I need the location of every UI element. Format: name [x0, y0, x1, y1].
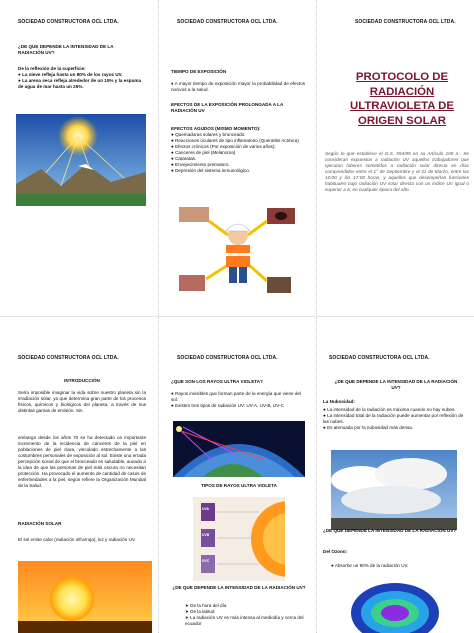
intro-text: Sería imposible imaginar la vida sobre nuestro planeta sin la irradiación solar, ya que determina gran parte de los procesos físicos, químicos y biológicos del planeta, a través de sus distintas gamas de emisión. Sin	[18, 390, 146, 413]
time-latitude-list	[185, 603, 307, 627]
panel-cover	[316, 0, 474, 316]
company-header: SOCIEDAD CONSTRUCTORA OCL LTDA.	[177, 19, 278, 25]
ozone-map	[347, 575, 443, 633]
uvb-label: UVB	[202, 533, 210, 537]
uv-heading: ¿QUE SON LOS RAYOS ULTRA VIOLETA?	[171, 379, 263, 384]
list-item: ● Cataratas.	[171, 156, 197, 161]
intro-title: INTRODUCCIÓN	[64, 378, 100, 383]
intro-text-2: embargo desde los años 70 se ha detectado un importante incremento de la incidencia de cánceres de la piel en poblaciones de piel clara, vinculado estrechamente a las costumbres personales de exposición al sol. Existe una errada percepción social de que el bronceado es saludable, aunado a la idea de que las personas de piel más oscura no necesitan protección. Ha provocado el aumento de cantidad de casos de enfermedades a la piel, según refiere la Organización Mundial de la Salud.	[18, 435, 146, 488]
list-item: ● Canceres de piel (Melanoma)	[171, 150, 236, 155]
skin-photo	[179, 207, 209, 222]
list-item: ● Es atenuada por la nubosidad más densa.	[323, 425, 414, 430]
panel-intensity-reflection	[0, 0, 158, 316]
brochure-title: PROTOCOLO DE RADIACIÓN ULTRAVIOLETA DE ORIGEN SOLAR	[350, 71, 454, 127]
list-item: ● La arena seca refleja alrededor de un 15% y la espuma de agua de mar hasta un 25%.	[18, 78, 142, 89]
reflection-list	[18, 72, 146, 90]
panel-clouds-ozone	[316, 317, 474, 633]
effects-title: EFECTOS DE LA EXPOSICIÓN PROLONGADA A LA RADIACIÓN UV	[171, 102, 284, 113]
list-item: ● Reacciones oculares de tipo inflamatorio (Queratitis Actinica)	[171, 138, 299, 143]
sunset-photo	[18, 561, 152, 633]
panel-introduction	[0, 317, 158, 633]
mouth-photo	[179, 275, 205, 291]
panel-uv-rays	[158, 317, 316, 633]
exposure-text: ♦ A mayor tiempo de exposición mayor la probabilidad de efectos nocivos a la salud.	[171, 81, 305, 92]
clouds-heading: ¿DE QUE DEPENDE LA INTENSIDAD DE LA RADIACIÓN UV?	[334, 379, 458, 390]
clouds-photo	[331, 450, 457, 530]
company-header: SOCIEDAD CONSTRUCTORA OCL LTDA.	[18, 355, 119, 361]
cloud-label: La Nubosidad:	[323, 399, 355, 404]
list-item: ● La nieve refleja hasta un 80% de los rayos UV.	[18, 72, 123, 77]
uv-list	[171, 391, 307, 409]
uvc-label: UVC	[202, 559, 210, 563]
acute-title: EFECTOS AGUDOS (MISMO MOMENTO):	[171, 126, 261, 131]
ozone-heading: ¿DE QUE DEPENDE LA INTENSIDAD DE LA RADIACIÓN UV?	[323, 528, 457, 533]
list-item: ● Envejecimiento prematuro.	[171, 162, 230, 167]
list-item: ● Efectos crónicos (Por exposición de varios años):	[171, 144, 276, 149]
ozone-item: ● Absorbe un 90% de la radiación UV.	[331, 563, 409, 568]
list-item: ➤ De la hora del día	[185, 603, 227, 608]
reflection-label: De la reflexión de la superficie:	[18, 66, 86, 71]
company-header: SOCIEDAD CONSTRUCTORA OCL LTDA.	[329, 355, 430, 361]
time-latitude-heading: ¿DE QUE DEPENDE LA INTENSIDAD DE LA RADIACIÓN UV?	[172, 585, 306, 590]
brochure-outside	[0, 0, 474, 316]
lesion-photo	[267, 277, 291, 293]
exposure-title: TIEMPO DE EXPOSICIÓN	[171, 69, 227, 74]
company-header: SOCIEDAD CONSTRUCTORA OCL LTDA.	[177, 355, 278, 361]
sun-radiation-illustration	[16, 114, 146, 206]
solar-text: El sol emite calor (radiación infrarroja), luz y radiación UV.	[18, 537, 136, 542]
ozone-label: Del Ozono:	[323, 549, 348, 554]
list-item: ● La intensidad de la radiación es máxima cuando no hay nubes.	[323, 407, 456, 412]
list-item: ● La intensidad total de la radiación puede aumentar por reflexión de las nubes.	[323, 413, 464, 424]
cloud-list	[323, 407, 469, 431]
list-item: ● Existen tres tipos de radiación UV: UV-A, UV-B, UV-C	[171, 403, 284, 408]
types-title: TIPOS DE RAYOS ULTRA VIOLETA	[201, 483, 277, 488]
company-header: SOCIEDAD CONSTRUCTORA OCL LTDA.	[355, 19, 456, 25]
list-item: ➤ De la latitud	[185, 609, 215, 614]
solar-title: RADIACIÓN SOLAR	[18, 521, 62, 526]
list-item: ● Depresión del sistema inmunológico.	[171, 168, 251, 173]
legal-intro: Según lo que establece el D.S. 594/99 en su Artículo 109 a.- Se consideran expuestos a radiación UV aquellos trabajadores que ejecutan labores sometidos a radiación solar directa en días comprendidos entre el 1° de Septiembre y el 31 de Marzo, entre las 10:00 y las 17:00 horas, y aquellos que desempeñan funciones habituales bajo radiación UV solar directa con un índice UV igual o superior a 6, en cualquier época del año.	[325, 151, 469, 192]
list-item: ● Quemaduras solares y bronceado.	[171, 132, 246, 137]
brochure-inside	[0, 316, 474, 633]
company-header: SOCIEDAD CONSTRUCTORA OCL LTDA.	[18, 19, 119, 25]
uva-label: UVA	[202, 507, 209, 511]
list-item: ➤ La radiación UV es más intensa al mediodía y cerca del ecuador	[185, 615, 304, 626]
panel-exposure-effects	[158, 0, 316, 316]
effects-list	[171, 132, 307, 174]
earth-uv-illustration	[173, 421, 305, 477]
list-item: ● Rayos invisibles que forman parte de la energía que viene del sol.	[171, 391, 301, 402]
section-heading: ¿DE QUE DEPENDE LA INTENSIDAD DE LA RADIACIÓN UV?	[18, 44, 114, 55]
uv-effects-collage	[173, 205, 303, 300]
